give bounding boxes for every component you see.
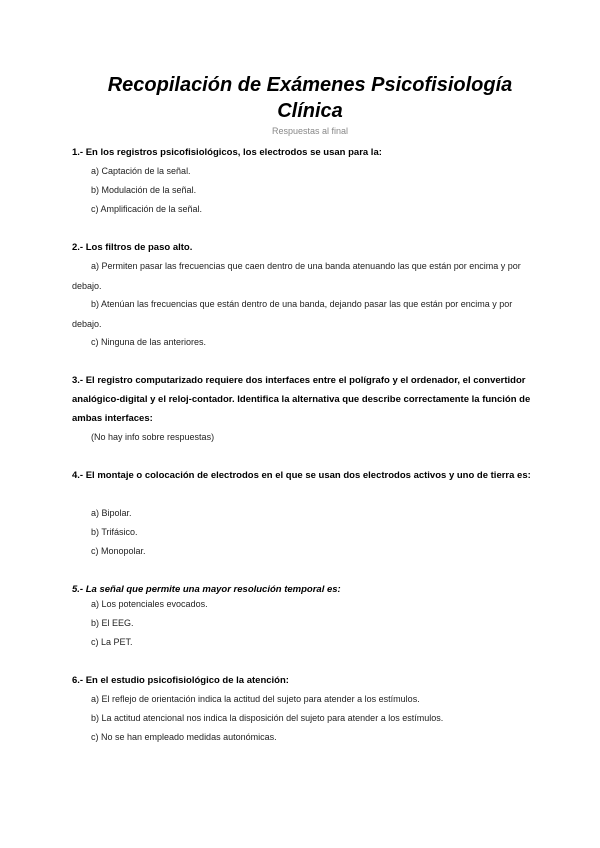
question-2: 2.- Los filtros de paso alto. [72,242,193,253]
question-1-option-b: b) Modulación de la señal. [91,185,197,195]
document-title-line-2: Clínica [277,100,343,122]
question-2-option-c: c) Ninguna de las anteriores. [91,337,207,347]
question-5-option-b: b) El EEG. [91,618,134,628]
question-1-option-a: a) Captación de la señal. [91,166,191,176]
question-1: 1.- En los registros psicofisiológicos, los electrodos se usan para la: [72,147,382,158]
question-2-option-b: b) Atenúan las frecuencias que están dentro de una banda, dejando pasar las que están por encima y por debajo. [72,299,513,329]
question-6-option-b: b) La actitud atencional nos indica la disposición del sujeto para atender a los estímulos. [91,713,444,723]
question-4-option-a: a) Bipolar. [91,508,132,518]
question-5-option-c: c) La PET. [91,637,133,647]
question-6-option-c: c) No se han empleado medidas autonómicas. [91,732,277,742]
question-2-option-a: a) Permiten pasar las frecuencias que caen dentro de una banda atenuando las que están por encima y por debajo. [72,261,521,291]
question-6-option-a: a) El reflejo de orientación indica la actitud del sujeto para atender a los estímulos. [91,694,420,704]
question-1-option-c: c) Amplificación de la señal. [91,204,203,214]
question-5: 5.- La señal que permite una mayor resolución temporal es: [72,584,341,595]
document-subtitle: Respuestas al final [271,126,349,136]
document-title-line-1: Recopilación de Exámenes Psicofisiología [107,74,513,96]
question-4: 4.- El montaje o colocación de electrodos en el que se usan dos electrodos activos y uno de tierra es: [72,470,531,481]
question-4-option-b: b) Trifásico. [91,527,138,537]
question-3: 3.- El registro computarizado requiere dos interfaces entre el polígrafo y el ordenador, el convertidor analógico-digital y el reloj-contador. Identifica la alternativa que describe correctamente la función de ambas interfaces: [72,375,531,424]
question-4-option-c: c) Monopolar. [91,546,146,556]
question-3-note: (No hay info sobre respuestas) [91,432,215,442]
question-6: 6.- En el estudio psicofisiológico de la atención: [72,675,289,686]
question-5-option-a: a) Los potenciales evocados. [91,599,208,609]
